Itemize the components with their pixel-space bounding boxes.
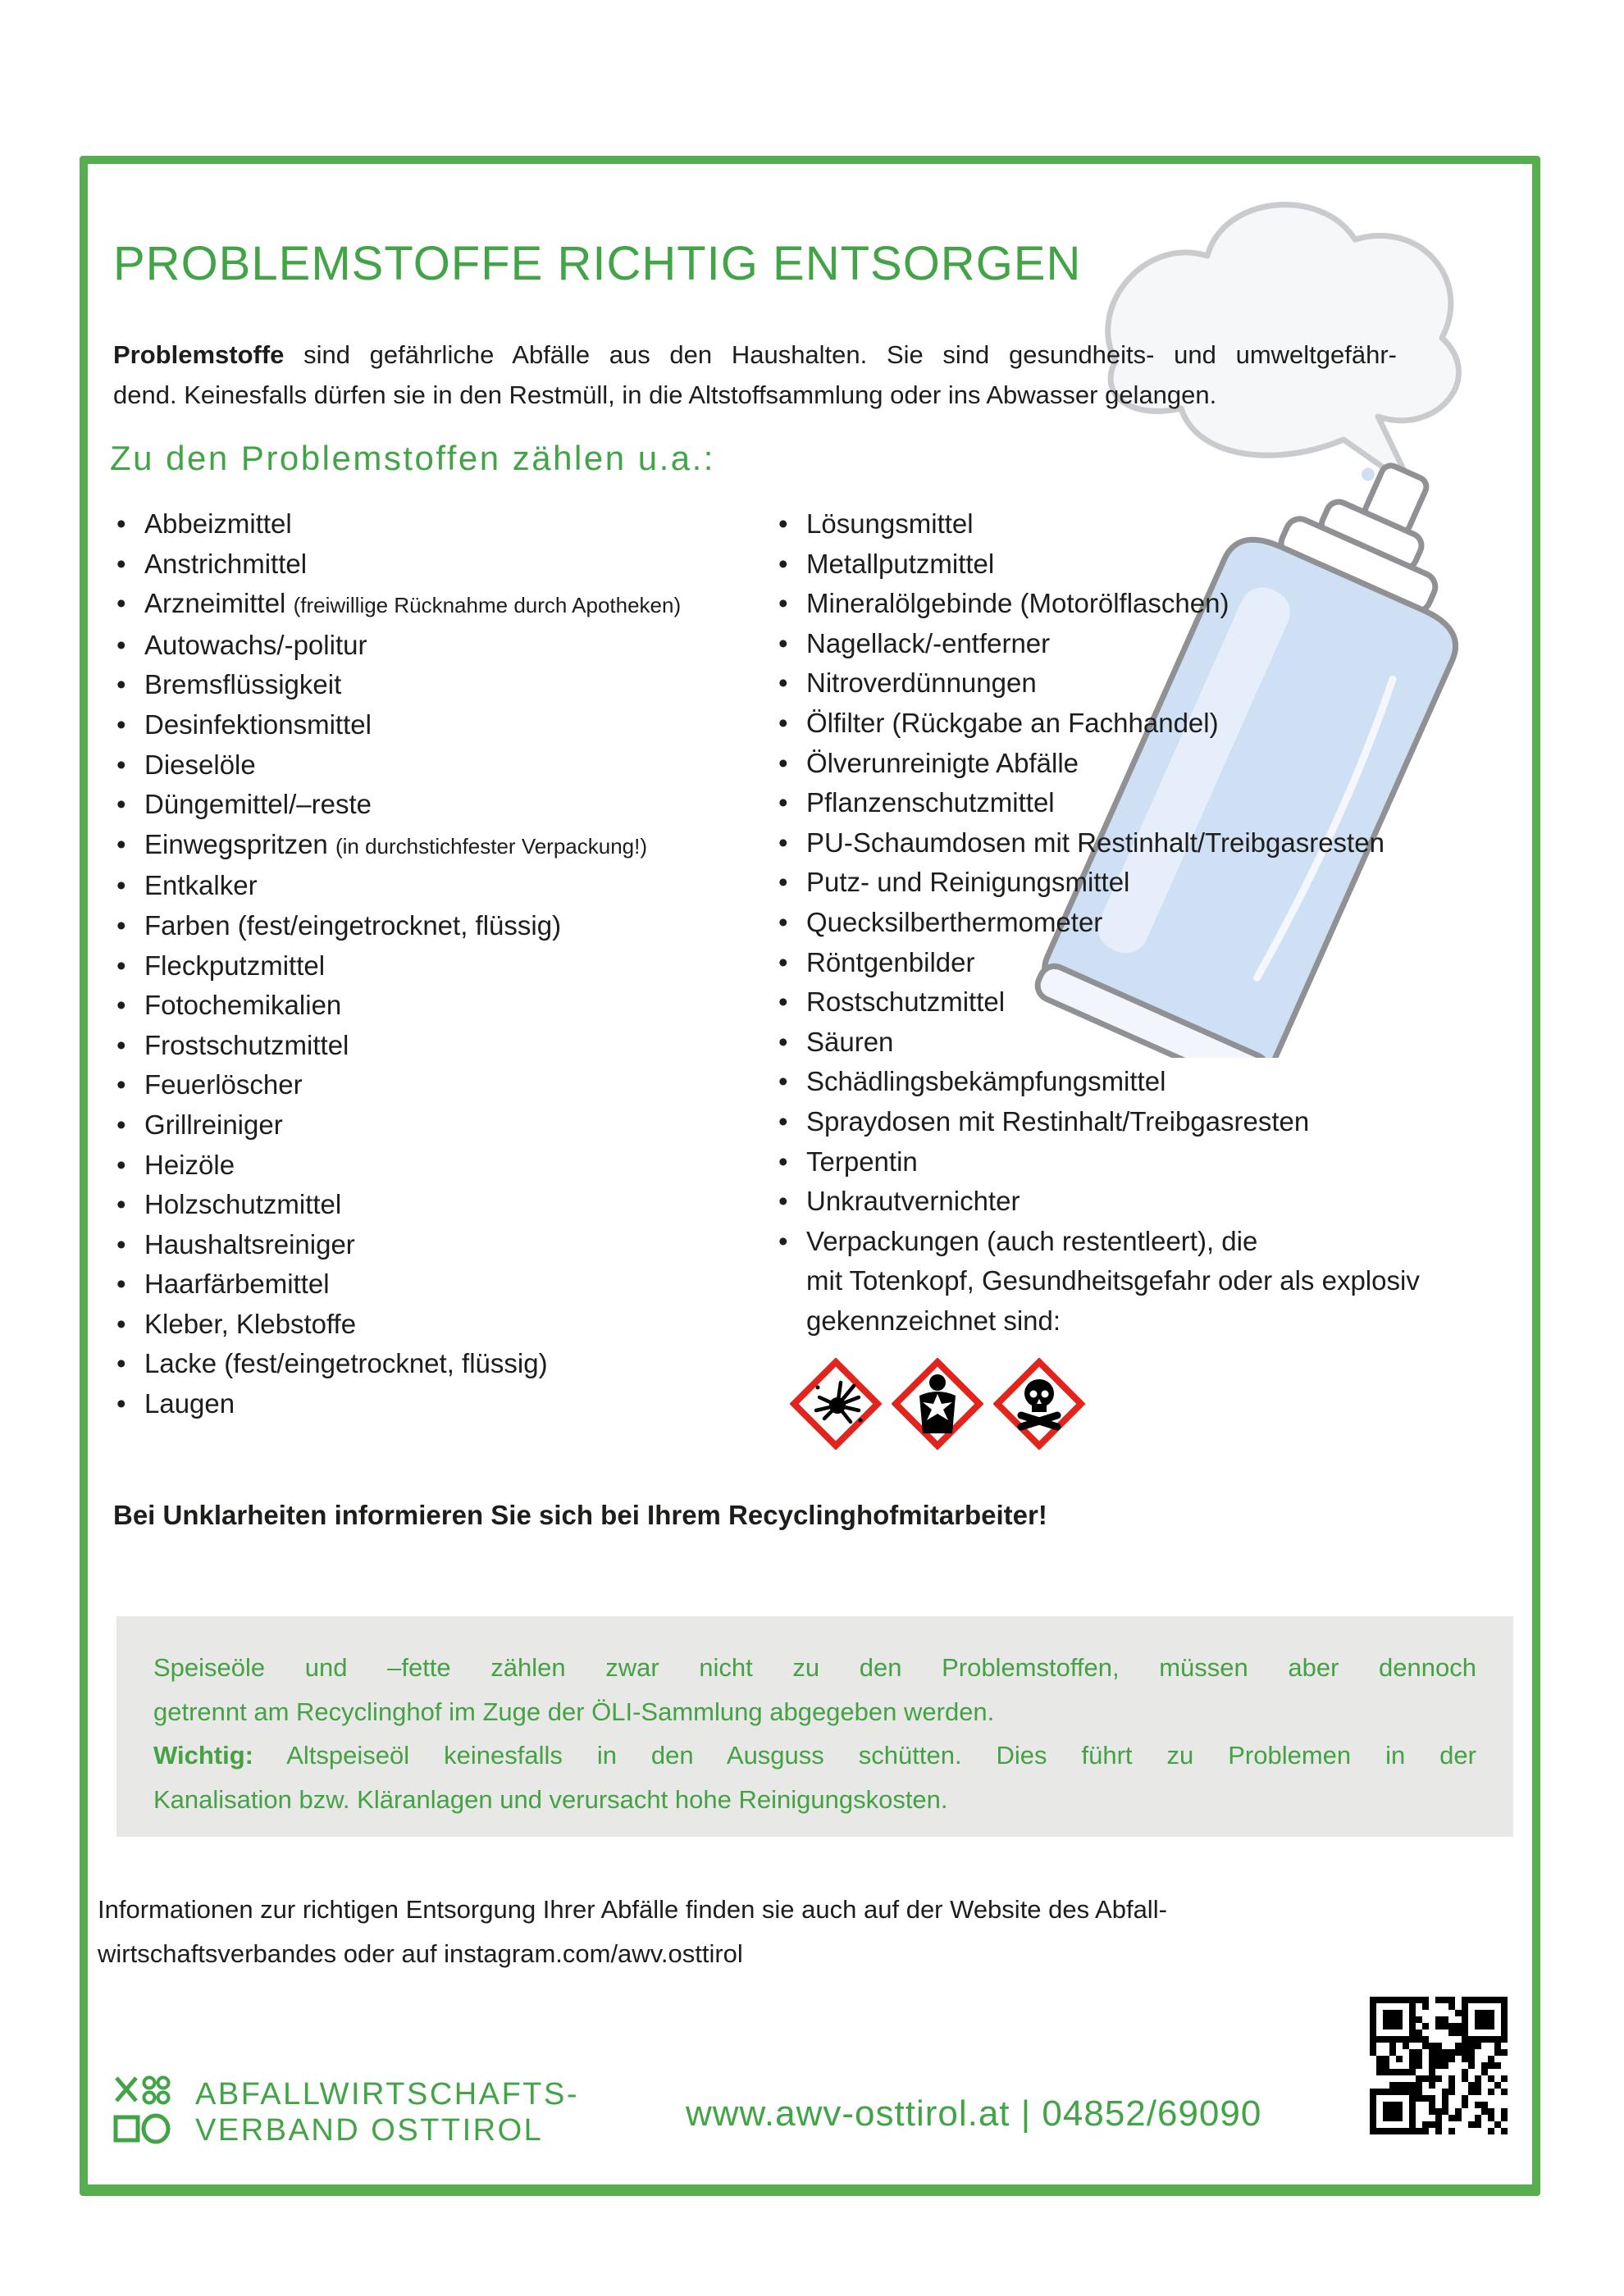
bullet-icon: • [116, 749, 126, 780]
list-item [778, 663, 1420, 704]
list-item [116, 1344, 681, 1384]
bullet-icon: • [778, 867, 788, 898]
list-item-label: Frostschutzmittel [144, 1029, 349, 1060]
list-item [116, 1185, 681, 1225]
list-item [116, 946, 681, 986]
list-item [778, 823, 1420, 863]
bullet-icon: • [116, 1388, 126, 1419]
list-item [778, 704, 1420, 744]
list-item [116, 986, 681, 1026]
list-item-label: Quecksilberthermometer [806, 906, 1103, 937]
list-item-label: Spraydosen mit Restinhalt/Treibgasresten [806, 1105, 1310, 1137]
info-box-line-4: Kanalisation bzw. Kläranlagen und verursacht hohe Reinigungskosten. [153, 1784, 948, 1814]
list-item-label: Nagellack/-entferner [806, 627, 1051, 658]
list-item [116, 1225, 681, 1265]
list-item [778, 1102, 1420, 1142]
list-item-label: Entkalker [144, 870, 258, 901]
bullet-icon: • [778, 707, 788, 738]
list-item [116, 1105, 681, 1146]
bullet-icon: • [778, 1105, 788, 1137]
list-item-label: Holzschutzmittel [144, 1189, 342, 1220]
bullet-icon: • [116, 629, 126, 660]
organization-name-line-1: ABFALLWIRTSCHAFTS- [195, 2077, 579, 2112]
bullet-icon: • [116, 990, 126, 1021]
list-item [116, 1264, 681, 1305]
organization-name-line-2: VERBAND OSTTIROL [195, 2113, 544, 2148]
bullet-icon: • [778, 986, 788, 1018]
list-item-label: Schädlingsbekämpfungsmittel [806, 1066, 1166, 1097]
bullet-icon: • [116, 1029, 126, 1060]
bullet-icon: • [116, 909, 126, 941]
toxic-skull-icon [993, 1358, 1085, 1450]
list-item [116, 544, 681, 585]
organization-name [195, 2076, 579, 2148]
list-item [778, 744, 1420, 784]
list-item-label: Kleber, Klebstoffe [144, 1308, 357, 1339]
list-item-label: Haushaltsreiniger [144, 1228, 355, 1260]
list-item-continuation: mit Totenkopf, Gesundheitsgefahr oder als explosiv [806, 1265, 1420, 1296]
list-heading: Zu den Problemstoffen zählen u.a.: [110, 439, 715, 477]
list-item-label: Putz- und Reinigungsmittel [806, 867, 1130, 898]
bullet-icon: • [778, 588, 788, 619]
footer-line-2: wirtschaftsverbandes oder auf instagram.com/awv.osttirol [98, 1939, 743, 1968]
bullet-icon: • [116, 1109, 126, 1140]
list-item [116, 1384, 681, 1424]
bullet-icon: • [116, 508, 126, 539]
list-item-label: Bremsflüssigkeit [144, 669, 342, 700]
list-item-label: Abbeizmittel [144, 508, 292, 539]
bullet-icon: • [778, 827, 788, 858]
list-item [116, 1305, 681, 1345]
list-item [116, 504, 681, 544]
list-item [778, 544, 1420, 585]
list-item [116, 1065, 681, 1105]
list-item-label: Haarfärbemittel [144, 1269, 330, 1300]
list-item [116, 785, 681, 825]
list-item-label: Mineralölgebinde (Motorölflaschen) [806, 588, 1229, 619]
list-item-label: Verpackungen (auch restentleert), die [806, 1225, 1258, 1256]
list-item-note: (in durchstichfester Verpackung!) [335, 833, 648, 859]
intro-line-1: Problemstoffe sind gefährliche Abfälle aus den Haushalten. Sie sind gesundheits- und umweltgefähr- [113, 340, 1397, 369]
list-item-label: Metallputzmittel [806, 548, 995, 579]
list-item [116, 626, 681, 666]
list-item [116, 584, 681, 626]
list-item [116, 906, 681, 946]
bullet-icon: • [778, 627, 788, 658]
list-item [778, 1062, 1420, 1102]
bullet-icon: • [116, 588, 126, 619]
list-item [778, 1023, 1420, 1063]
list-item-label: Terpentin [806, 1146, 918, 1177]
intro-paragraph [113, 335, 1397, 415]
list-item-label: Feuerlöscher [144, 1069, 303, 1100]
bullet-icon: • [116, 1069, 126, 1100]
list-item-label: Arzneimittel [144, 588, 294, 619]
list-item-label: Autowachs/-politur [144, 629, 367, 660]
health-hazard-icon [892, 1358, 983, 1450]
list-item-label: Desinfektionsmittel [144, 708, 372, 740]
bullet-icon: • [778, 946, 788, 977]
list-item [778, 1142, 1420, 1182]
list-item [116, 1146, 681, 1186]
list-item [778, 943, 1420, 983]
list-item [116, 825, 681, 867]
recycling-notice: Bei Unklarheiten informieren Sie sich bei Ihrem Recyclinghofmitarbeiter! [113, 1500, 1047, 1530]
list-item [778, 624, 1420, 664]
intro-line-2: dend. Keinesfalls dürfen sie in den Restmüll, in die Altstoffsammlung oder ins Abwasser gelangen. [113, 380, 1217, 409]
ghs-pictograms [790, 1358, 1085, 1450]
list-item-label: Fleckputzmittel [144, 950, 326, 981]
list-item-label: Unkrautvernichter [806, 1186, 1020, 1217]
bullet-icon: • [116, 789, 126, 820]
bullet-icon: • [116, 708, 126, 740]
bullet-icon: • [778, 667, 788, 699]
bullet-icon: • [116, 1228, 126, 1260]
list-item-label: Pflanzenschutzmittel [806, 787, 1055, 818]
list-item-label: Ölverunreinigte Abfälle [806, 747, 1079, 778]
list-item-label: Säuren [806, 1026, 894, 1057]
info-box-line-2: getrennt am Recyclinghof im Zuge der ÖLI-Sammlung abgegeben werden. [153, 1697, 995, 1726]
bullet-icon: • [116, 1269, 126, 1300]
bullet-icon: • [778, 1225, 788, 1256]
bullet-icon: • [778, 787, 788, 818]
footer-line-1: Informationen zur richtigen Entsorgung Ihrer Abfälle finden sie auch auf der Website des Abfall- [98, 1895, 1167, 1924]
list-item-label: Laugen [144, 1388, 235, 1419]
list-item-label: Grillreiniger [144, 1109, 283, 1140]
list-item [778, 1182, 1420, 1222]
bullet-icon: • [116, 1308, 126, 1339]
list-item-label: Rostschutzmittel [806, 986, 1006, 1018]
list-item [116, 745, 681, 786]
problem-list-right [778, 504, 1420, 1341]
list-item-label: Dieselöle [144, 749, 256, 780]
info-box-line-3: Wichtig: Altspeiseöl keinesfalls in den Ausguss schütten. Dies führt zu Problemen in der [153, 1741, 1476, 1770]
explosive-icon [790, 1358, 882, 1450]
list-item [778, 584, 1420, 624]
list-item-label: Farben (fest/eingetrocknet, flüssig) [144, 909, 562, 941]
list-item [778, 863, 1420, 903]
problem-list-left [116, 504, 681, 1424]
list-item-label: Düngemittel/–reste [144, 789, 372, 820]
awv-logo-icon [113, 2073, 171, 2155]
info-box [116, 1616, 1513, 1837]
bullet-icon: • [116, 1348, 126, 1379]
bullet-icon: • [778, 508, 788, 539]
bullet-icon: • [778, 906, 788, 937]
list-item [778, 783, 1420, 823]
list-item-label: Röntgenbilder [806, 946, 975, 977]
list-item-label: Lacke (fest/eingetrocknet, flüssig) [144, 1348, 548, 1379]
bullet-icon: • [778, 1026, 788, 1057]
list-item-label: Nitroverdünnungen [806, 667, 1037, 699]
bullet-icon: • [778, 1186, 788, 1217]
list-item [778, 1222, 1420, 1262]
bullet-icon: • [778, 548, 788, 579]
list-item-label: Lösungsmittel [806, 508, 974, 539]
bullet-icon: • [778, 747, 788, 778]
bullet-icon: • [116, 950, 126, 981]
list-item [116, 705, 681, 745]
list-item [116, 665, 681, 705]
bullet-icon: • [116, 669, 126, 700]
bullet-icon: • [116, 548, 126, 579]
bullet-icon: • [116, 1189, 126, 1220]
page-title: PROBLEMSTOFFE RICHTIG ENTSORGEN [113, 237, 1082, 290]
list-item [778, 504, 1420, 544]
bullet-icon: • [778, 1146, 788, 1177]
list-item [778, 903, 1420, 943]
bullet-icon: • [778, 1066, 788, 1097]
list-item [116, 1026, 681, 1066]
list-item-label: Heizöle [144, 1149, 235, 1180]
list-item-continuation: gekennzeichnet sind: [806, 1305, 1061, 1336]
list-item-label: PU-Schaumdosen mit Restinhalt/Treibgasresten [806, 827, 1385, 858]
website-phone: www.awv-osttirol.at | 04852/69090 [686, 2093, 1262, 2134]
bullet-icon: • [116, 828, 126, 859]
list-item-label: Fotochemikalien [144, 990, 342, 1021]
list-item [778, 982, 1420, 1023]
bullet-icon: • [116, 1149, 126, 1180]
list-item-label: Ölfilter (Rückgabe an Fachhandel) [806, 707, 1219, 738]
bullet-icon: • [116, 870, 126, 901]
qr-code [1370, 1997, 1508, 2134]
info-box-line-1: Speiseöle und –fette zählen zwar nicht zu den Problemstoffen, müssen aber dennoch [153, 1653, 1476, 1682]
list-item [116, 866, 681, 906]
list-item-label: Einwegspritzen [144, 828, 335, 859]
list-item-label: Anstrichmittel [144, 548, 308, 579]
list-item-note: (freiwillige Rücknahme durch Apotheken) [293, 593, 682, 618]
footer-info [98, 1888, 1167, 1976]
